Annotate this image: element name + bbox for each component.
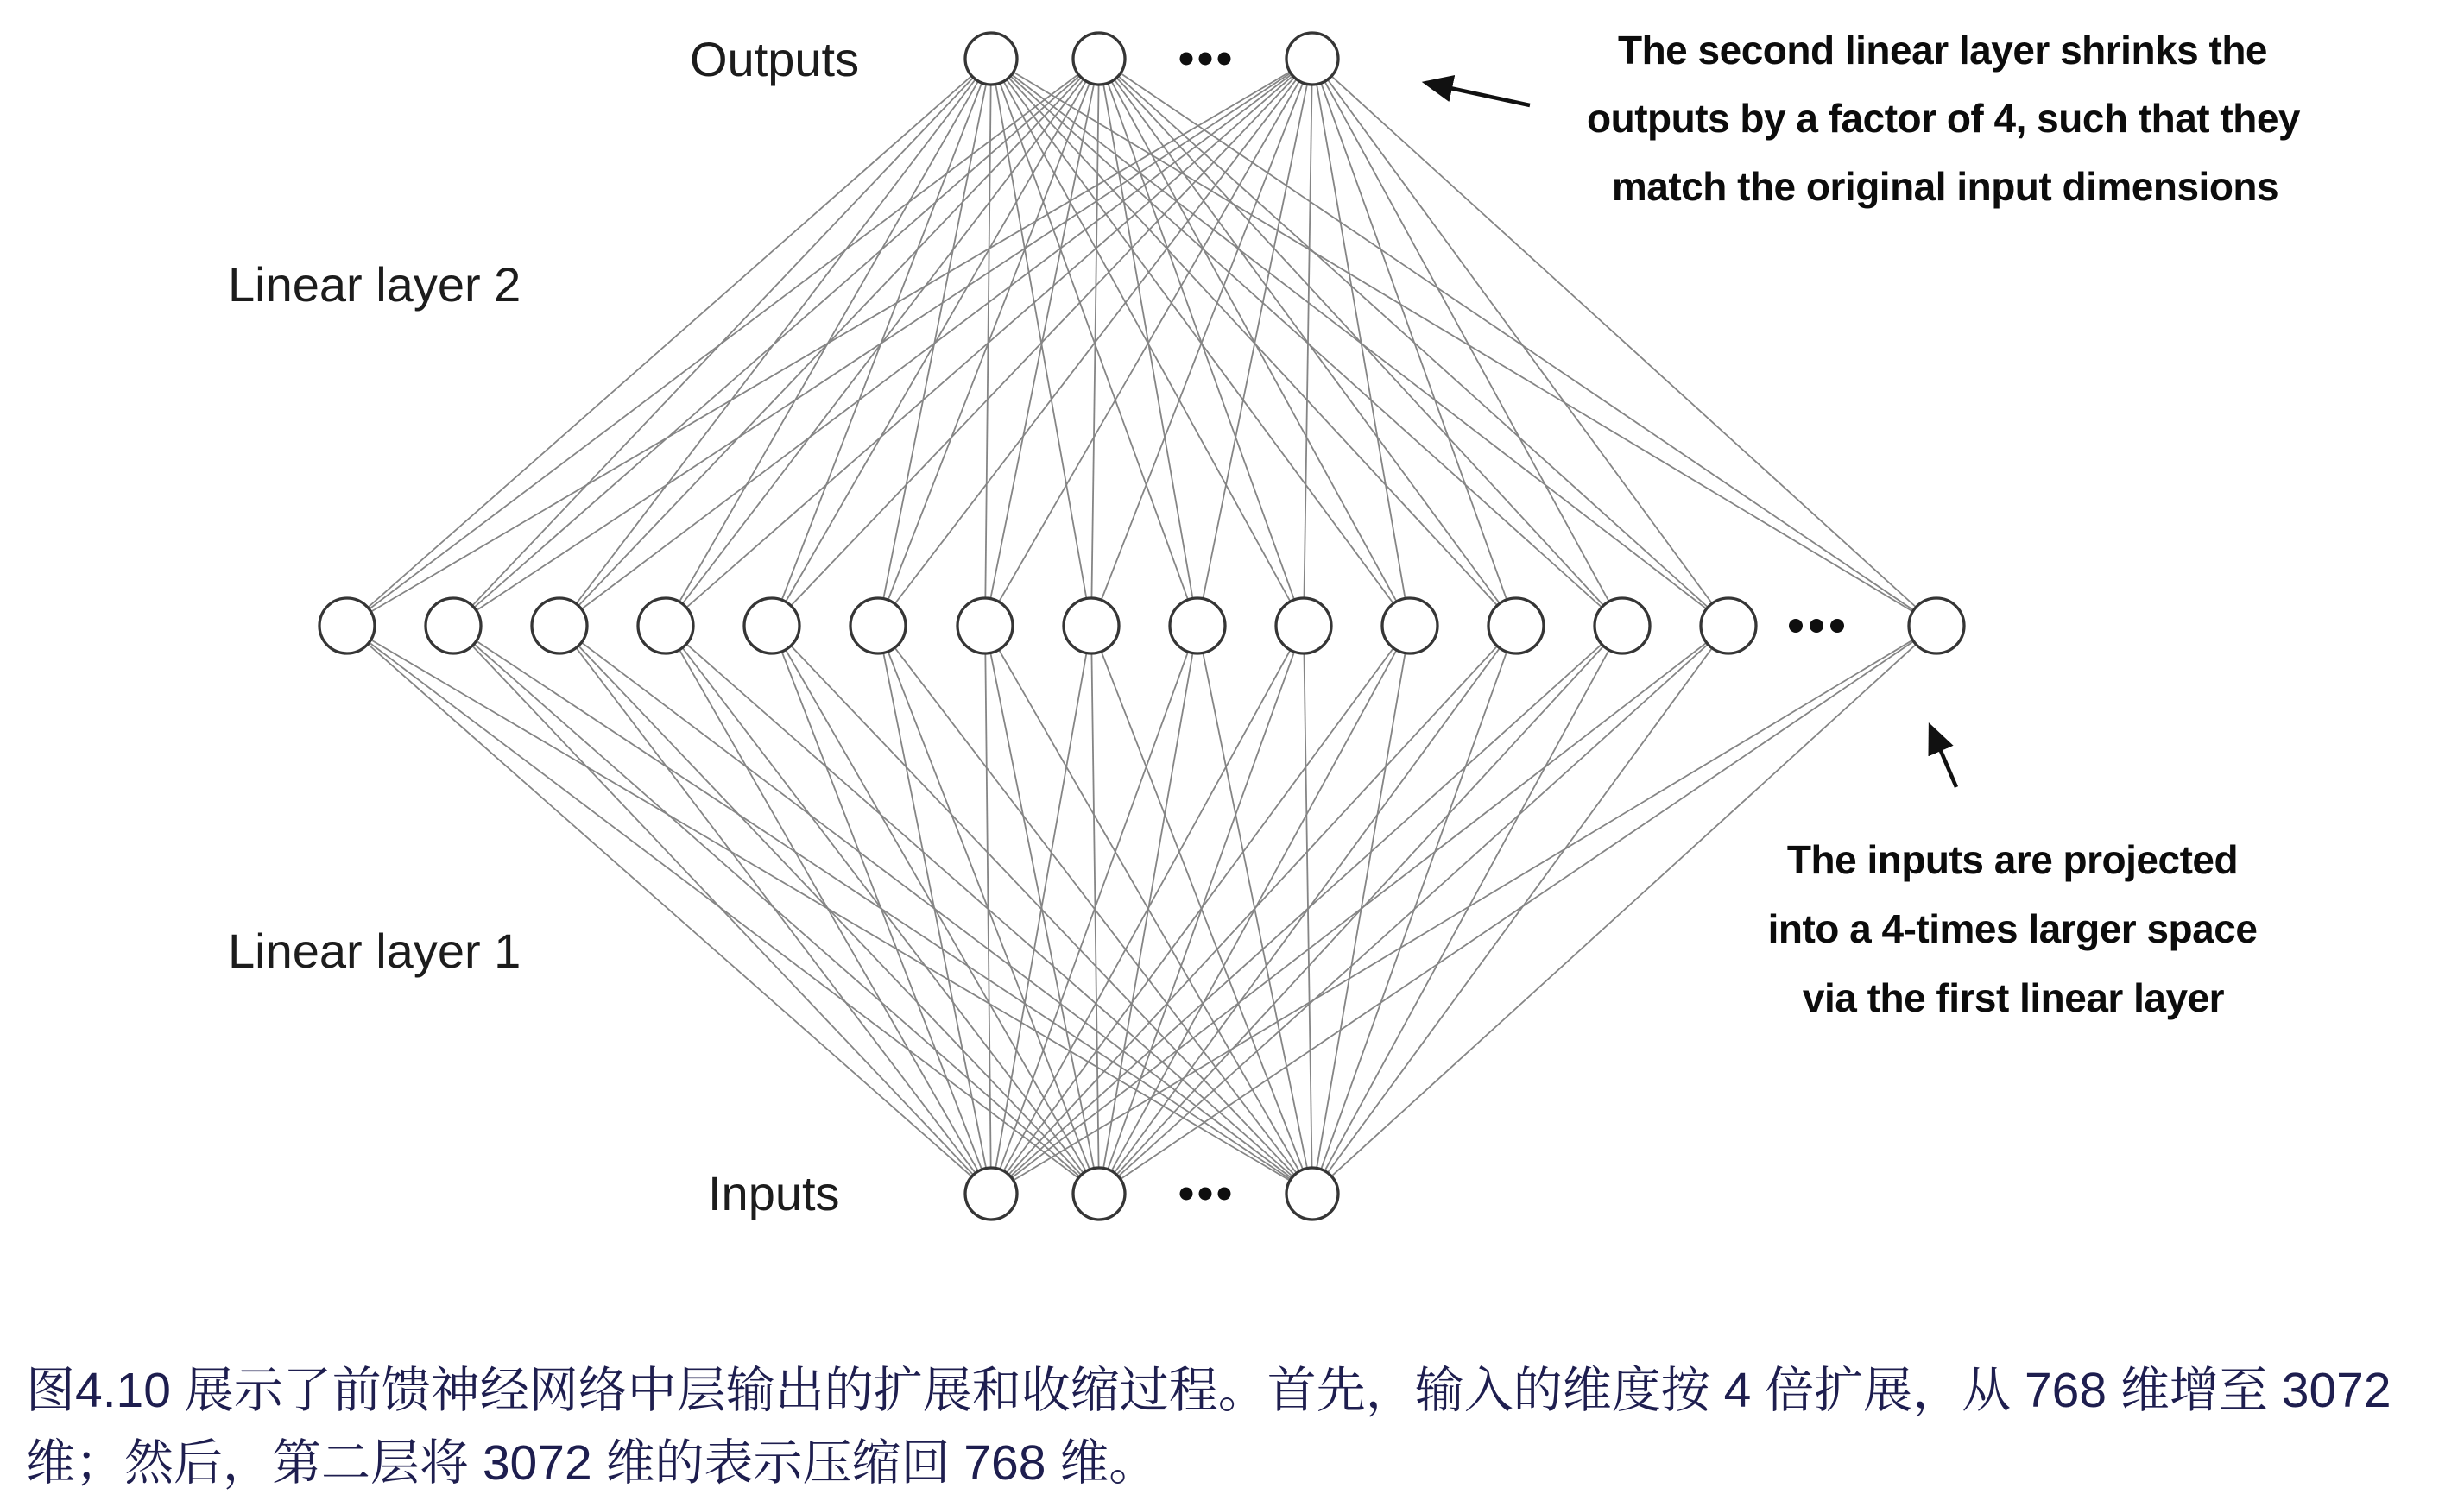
output-ellipsis-dot [1218, 53, 1231, 66]
output-to-hidden-edge [347, 59, 1312, 626]
hidden-ellipsis-dot [1789, 619, 1803, 633]
output-note [1587, 28, 2301, 209]
arrow-to-hidden-node [1930, 727, 1956, 787]
output-note-line-3: match the original input dimensions [1611, 164, 2279, 209]
hidden-node [1909, 598, 1964, 653]
output-node [1286, 33, 1338, 85]
output-to-hidden-edge [559, 59, 1312, 626]
output-to-hidden-edge [772, 59, 1312, 626]
inputs-label: Inputs [708, 1166, 840, 1220]
output-ellipsis-dot [1199, 53, 1212, 66]
output-node [965, 33, 1017, 85]
input-node [965, 1168, 1017, 1220]
hidden-ellipsis-dot [1830, 619, 1844, 633]
input-to-hidden-edge [1312, 626, 1516, 1194]
input-note [1768, 837, 2258, 1020]
neuron-nodes [319, 33, 1964, 1220]
hidden-node [1701, 598, 1756, 653]
input-to-hidden-edge [1091, 626, 1312, 1194]
hidden-node [744, 598, 799, 653]
input-node [1286, 1168, 1338, 1220]
hidden-node [532, 598, 587, 653]
input-to-hidden-edge [1312, 626, 1728, 1194]
outputs-label: Outputs [690, 32, 860, 86]
linear-layer-1-label: Linear layer 1 [228, 924, 521, 978]
input-to-hidden-edge [991, 626, 1304, 1194]
linear-layer-2-label: Linear layer 2 [228, 257, 521, 312]
output-node [1073, 33, 1125, 85]
arrow-to-output-node [1426, 83, 1530, 105]
output-to-hidden-edge [1099, 59, 1936, 626]
caption-line-1: 图4.10 展示了前馈神经网络中层输出的扩展和收缩过程。首先，输入的维度按 4 倍扩展，从 768 维增至 3072 [26, 1363, 2391, 1418]
input-ellipsis-dot [1199, 1188, 1212, 1201]
output-to-hidden-edge [1312, 59, 1728, 626]
hidden-node [426, 598, 481, 653]
input-to-hidden-edge [1304, 626, 1312, 1194]
input-ellipsis-dot [1180, 1188, 1193, 1201]
hidden-node [638, 598, 693, 653]
input-note-line-2: into a 4-times larger space [1767, 906, 2258, 951]
output-to-hidden-edge [1312, 59, 1410, 626]
hidden-node [1170, 598, 1225, 653]
input-note-line-1: The inputs are projected [1786, 837, 2239, 882]
hidden-node [1488, 598, 1544, 653]
input-ellipsis-dot [1218, 1188, 1231, 1201]
output-to-hidden-edge [1312, 59, 1516, 626]
input-to-hidden-edge [559, 626, 1312, 1194]
input-node [1073, 1168, 1125, 1220]
hidden-node [1064, 598, 1119, 653]
output-to-hidden-edge [991, 59, 1304, 626]
hidden-node [1595, 598, 1650, 653]
output-to-hidden-edge [1091, 59, 1312, 626]
hidden-node [957, 598, 1013, 653]
output-to-hidden-edge [1304, 59, 1312, 626]
hidden-node [1276, 598, 1331, 653]
output-ellipsis-dot [1180, 53, 1193, 66]
output-note-line-1: The second linear layer shrinks the [1617, 28, 2268, 73]
input-to-hidden-edge [1312, 626, 1410, 1194]
output-to-hidden-edge [991, 59, 1936, 626]
input-to-hidden-edge [347, 626, 1312, 1194]
hidden-node [1382, 598, 1437, 653]
output-to-hidden-edge [1312, 59, 1936, 626]
caption-line-2: 维；然后，第二层将 3072 维的表示压缩回 768 维。 [26, 1435, 1159, 1491]
hidden-node [319, 598, 375, 653]
input-note-line-3: via the first linear layer [1802, 975, 2225, 1020]
input-to-hidden-edge [772, 626, 1312, 1194]
hidden-ellipsis-dot [1810, 619, 1823, 633]
output-note-line-2: outputs by a factor of 4, such that they [1587, 96, 2300, 141]
hidden-node [850, 598, 906, 653]
